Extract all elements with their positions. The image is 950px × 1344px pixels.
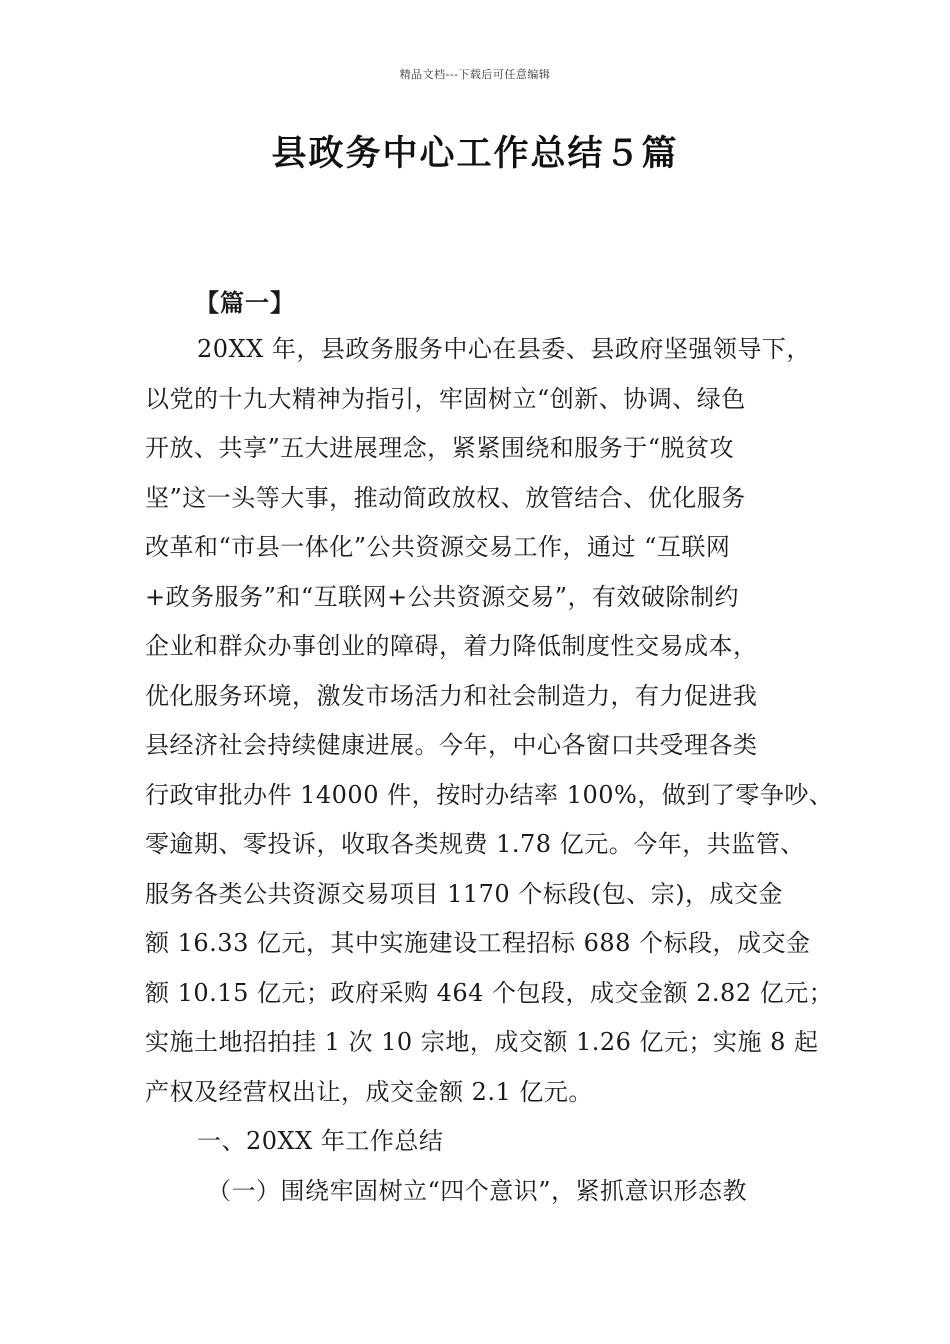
paragraph-line: 额 16.33 亿元，其中实施建设工程招标 688 个标段，成交金 bbox=[145, 929, 811, 957]
paragraph-line: 开放、共享”五大进展理念，紧紧围绕和服务于“脱贫攻 bbox=[145, 434, 735, 462]
paragraph-line: 以党的十九大精神为指引，牢固树立“创新、协调、绿色 bbox=[145, 384, 746, 413]
body-text bbox=[145, 325, 834, 1216]
paragraph-line: 坚”这一头等大事，推动简政放权、放管结合、优化服务 bbox=[145, 483, 746, 512]
paragraph-line: 额 10.15 亿元；政府采购 464 个包段，成交金额 2.82 亿元； bbox=[145, 978, 834, 1007]
subsection-heading: （一）围绕牢固树立“四个意识”，紧抓意识形态教 bbox=[207, 1176, 748, 1205]
paragraph-line: 实施土地招拍挂 1 次 10 宗地，成交额 1.26 亿元；实施 8 起 bbox=[145, 1028, 819, 1056]
section-heading: 一、20XX 年工作总结 bbox=[197, 1127, 444, 1155]
paragraph-line: 县经济社会持续健康进展。今年，中心各窗口共受理各类 bbox=[145, 731, 758, 759]
paragraph-line: 产权及经营权出让，成交金额 2.1 亿元。 bbox=[145, 1077, 593, 1106]
paragraph-line: 企业和群众办事创业的障碍，着力降低制度性交易成本， bbox=[145, 632, 758, 660]
paragraph-line: 优化服务环境，激发市场活力和社会制造力，有力促进我 bbox=[145, 681, 758, 710]
paragraph-line: 20XX 年，县政务服务中心在县委、县政府坚强领导下， bbox=[197, 335, 811, 363]
paragraph-line: 零逾期、零投诉，收取各类规费 1.78 亿元。今年，共监管、 bbox=[145, 830, 805, 858]
paragraph-line: +政务服务”和“互联网+公共资源交易”，有效破除制约 bbox=[145, 582, 740, 611]
header-note: 精品文档---下载后可任意编辑 bbox=[399, 68, 551, 81]
paragraph-line: 行政审批办件 14000 件，按时办结率 100%，做到了零争吵、 bbox=[145, 780, 834, 809]
document-title: 县政务中心工作总结５篇 bbox=[271, 134, 679, 174]
paragraph-line: 改革和“市县一体化”公共资源交易工作，通过 “互联网 bbox=[145, 533, 731, 561]
section-label: 【篇一】 bbox=[195, 288, 295, 317]
paragraph-line: 服务各类公共资源交易项目 1170 个标段(包、宗)，成交金 bbox=[145, 879, 784, 908]
